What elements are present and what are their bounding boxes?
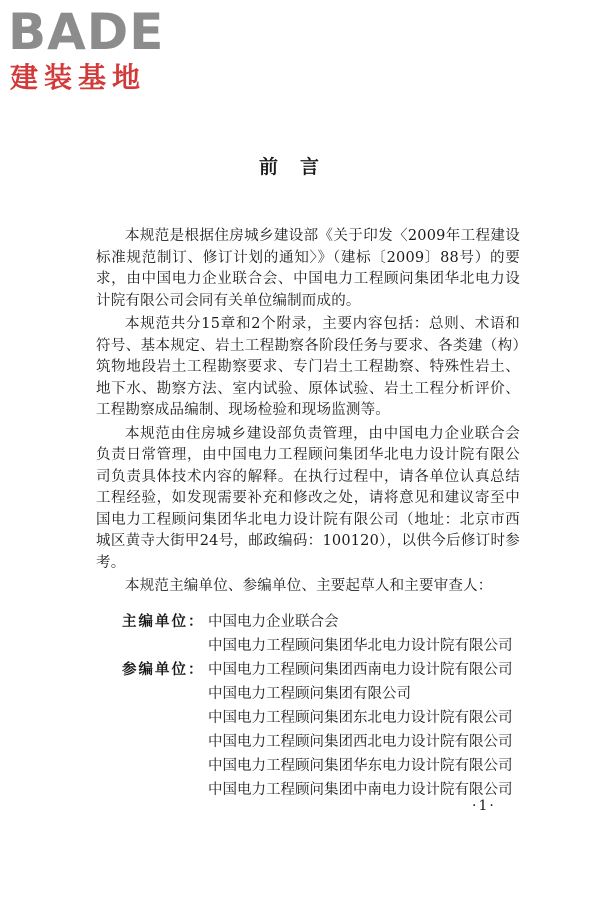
unit-row xyxy=(122,610,542,634)
logo-subtitle: 建装基地 xyxy=(10,61,147,94)
page-title: 前言 xyxy=(258,156,341,178)
unit-name: 中国电力工程顾问集团西北电力设计院有限公司 xyxy=(208,734,513,750)
unit-name: 中国电力企业联合会 xyxy=(208,614,339,630)
chief-editor-label: 主编单位： xyxy=(122,614,205,630)
unit-row xyxy=(122,754,542,778)
brand-logo xyxy=(8,4,183,96)
unit-row xyxy=(122,706,542,730)
unit-name: 中国电力工程顾问集团东北电力设计院有限公司 xyxy=(208,710,513,726)
paragraph: 本规范共分15章和2个附录，主要内容包括：总则、术语和符号、基本规定、岩土工程勘察各阶段任务与要求、各类建（构）筑物地段岩土工程勘察要求、专门岩土工程勘察、特殊性岩土、地下水、勘察方法、室内试验、原体试验、岩土工程分析评价、工程勘察成品编制、现场检验和现场监测等。 xyxy=(96,316,520,418)
unit-row xyxy=(122,730,542,754)
unit-row xyxy=(122,658,542,682)
unit-list xyxy=(122,610,542,802)
unit-name: 中国电力工程顾问集团华东电力设计院有限公司 xyxy=(208,758,513,774)
page-number: ·1· xyxy=(472,798,496,814)
unit-name: 中国电力工程顾问集团有限公司 xyxy=(208,686,411,702)
unit-name: 中国电力工程顾问集团西南电力设计院有限公司 xyxy=(208,662,513,678)
unit-row xyxy=(122,682,542,706)
paragraph: 本规范是根据住房城乡建设部《关于印发〈2009年工程建设标准规范制订、修订计划的通知〉》（建标〔2009〕88号）的要求，由中国电力企业联合会、中国电力工程顾问集团华北电力设计院有限公司会同有关单位编制而成的。 xyxy=(96,228,520,309)
paragraph: 本规范由住房城乡建设部负责管理，由中国电力企业联合会负责日常管理，由中国电力工程顾问集团华北电力设计院有限公司负责具体技术内容的解释。在执行过程中，请各单位认真总结工程经验，如发现需要补充和修改之处，请将意见和建议寄至中国电力工程顾问集团华北电力设计院有限公司（地址：北京市西城区黄寺大街甲24号，邮政编码：100120），以供今后修订时参考。 xyxy=(96,425,520,571)
preface-body xyxy=(96,226,520,598)
unit-name: 中国电力工程顾问集团中南电力设计院有限公司 xyxy=(208,782,513,798)
unit-name: 中国电力工程顾问集团华北电力设计院有限公司 xyxy=(208,638,513,654)
logo-mark: BADE xyxy=(8,3,165,61)
unit-row xyxy=(122,634,542,658)
paragraph: 本规范主编单位、参编单位、主要起草人和主要审查人： xyxy=(125,578,493,594)
co-editor-label: 参编单位： xyxy=(122,662,205,678)
